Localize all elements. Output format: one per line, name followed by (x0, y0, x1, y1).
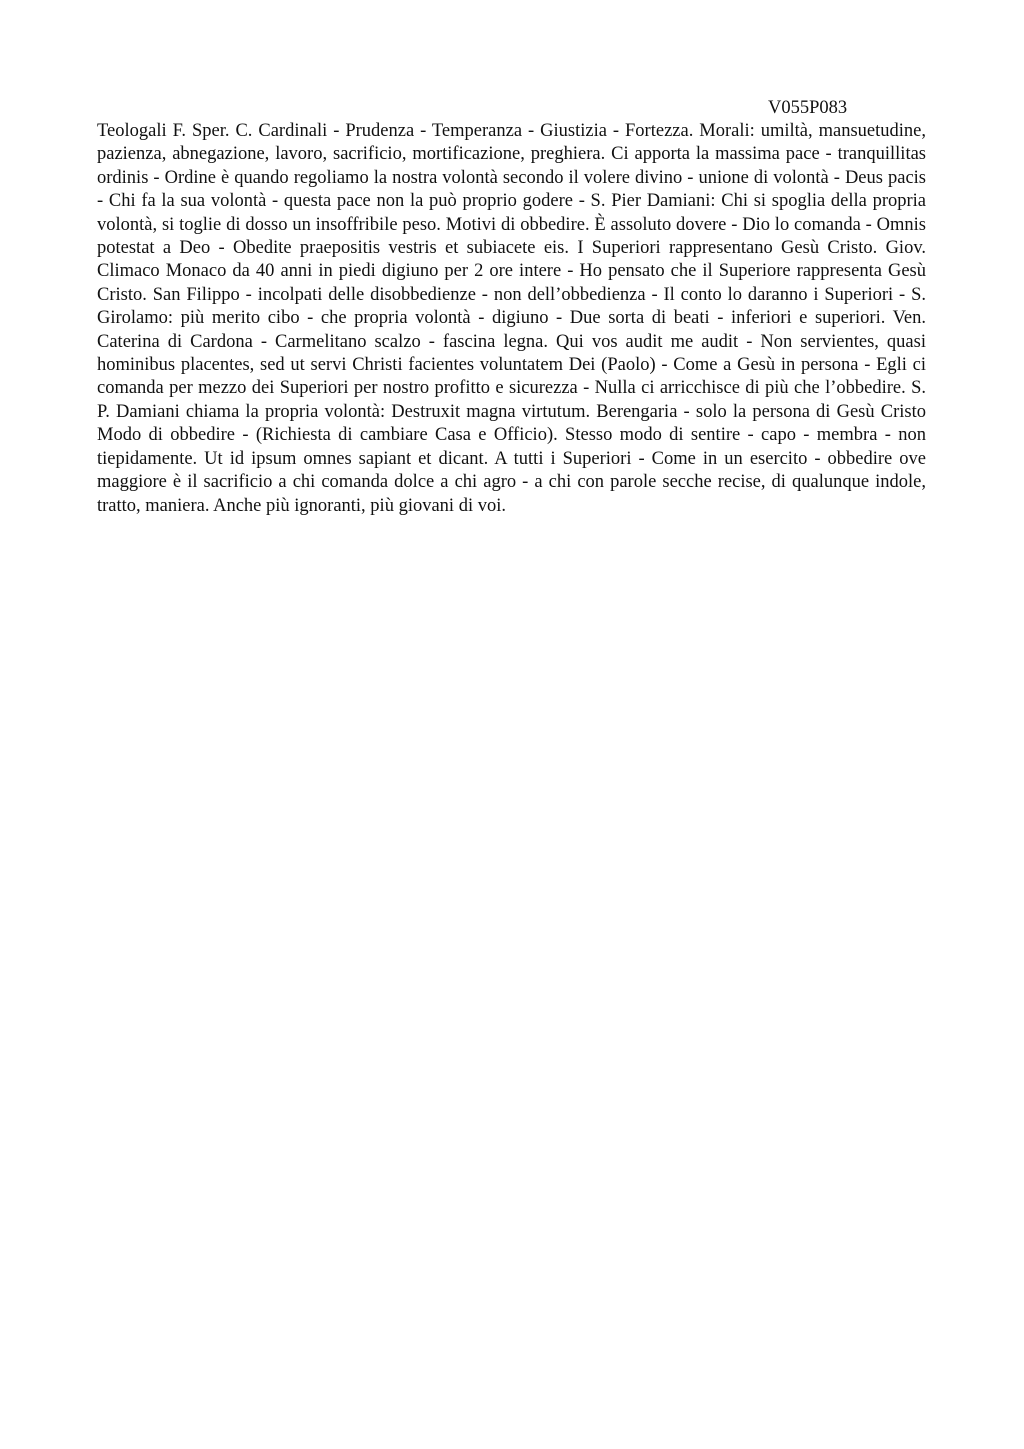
body-paragraph: Teologali F. Sper. C. Cardinali - Prudenza - Temperanza - Giustizia - Fortezza. Morali: umiltà, mansuetudine, pazienza, abnegazione, lavoro, sacrificio, mortificazione, preghiera. Ci apporta la massima pace - tranquillitas ordinis - Ordine è quando regoliamo la nostra volontà secondo il volere divino - unione di volontà - Deus pacis - Chi fa la sua volontà - questa pace non la può proprio godere - S. Pier Damiani: Chi si spoglia della propria volontà, si toglie di dosso un insoffribile peso. Motivi di obbedire. È assoluto dovere - Dio lo comanda - Omnis potestat a Deo - Obedite praepositis vestris et subiacete eis. I Superiori rappresentano Gesù Cristo. Giov. Climaco Monaco da 40 anni in piedi digiuno per 2 ore intere - Ho pensato che il Superiore rappresenta Gesù Cristo. San Filippo - incolpati delle disobbedienze - non dell’obbedienza - Il conto lo daranno i Superiori - S. Girolamo: più merito cibo - che propria volontà - digiuno - Due sorta di beati - inferiori e superiori. Ven. Caterina di Cardona - Carmelitano scalzo - fascina legna. Qui vos audit me audit - Non servientes, quasi hominibus placentes, sed ut servi Christi facientes voluntatem Dei (Paolo) - Come a Gesù in persona - Egli ci comanda per mezzo dei Superiori per nostro profitto e sicurezza - Nulla ci arricchisce di più che l’obbedire. S. P. Damiani chiama la propria volontà: Destruxit magna virtutum. Berengaria - solo la persona di Gesù Cristo Modo di obbedire - (Richiesta di cambiare Casa e Officio). Stesso modo di sentire - capo - membra - non tiepidamente. Ut id ipsum omnes sapiant et dicant. A tutti i Superiori - Come in un esercito - obbedire ove maggiore è il sacrificio a chi comanda dolce a chi agro - a chi con parole secche recise, di qualunque indole, tratto, maniera. Anche più ignoranti, più giovani di voi. (97, 121, 926, 516)
page-code: V055P083 (768, 98, 848, 118)
